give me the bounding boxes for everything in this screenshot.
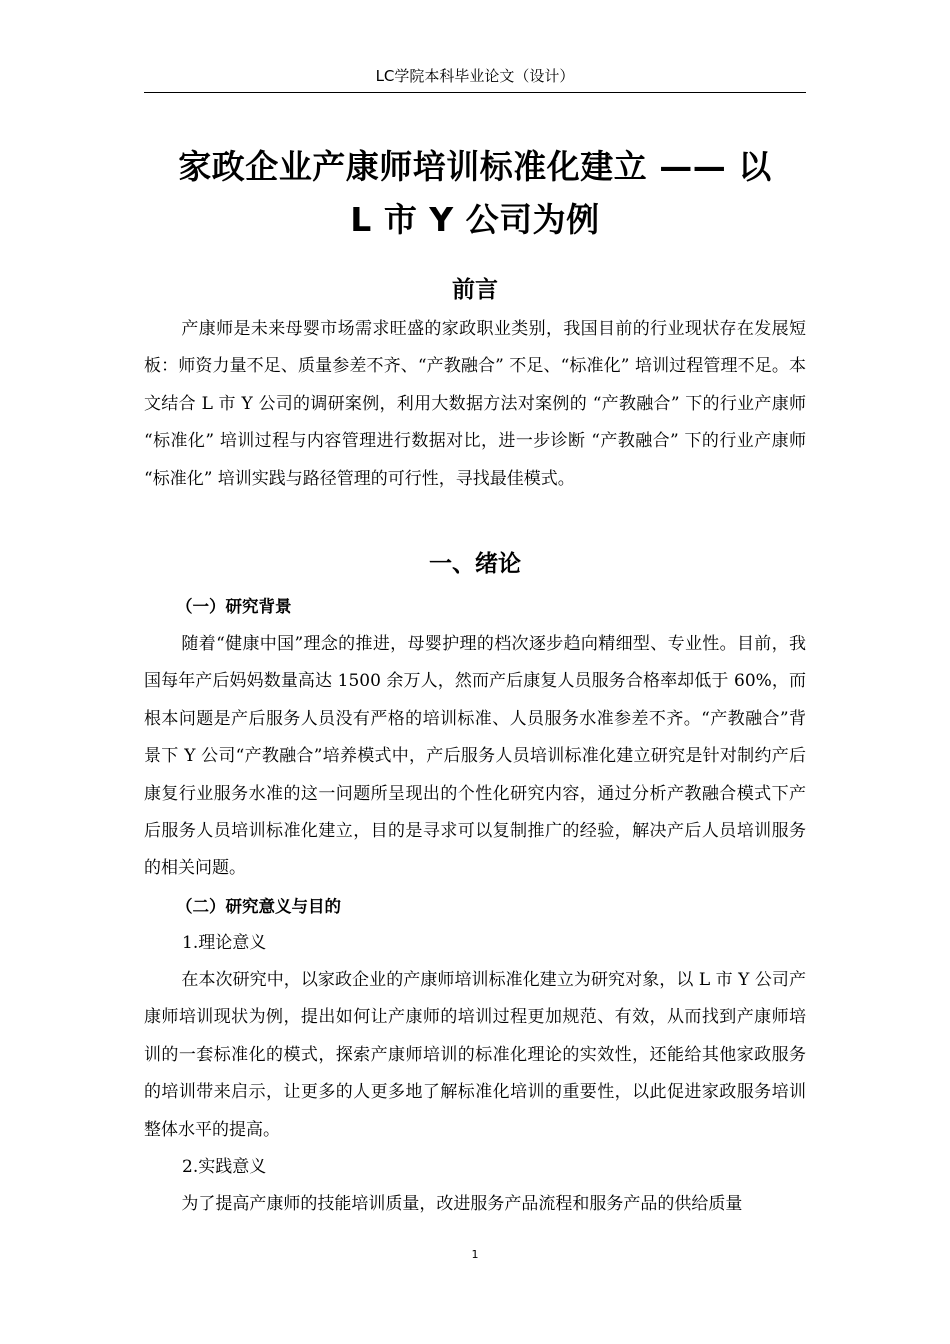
theory-paragraph: 在本次研究中，以家政企业的产康师培训标准化建立为研究对象，以 L 市 Y 公司产康师培训现状为例，提出如何让产康师的培训过程更加规范、有效，从而找到产康师培训的一套标准化的模式，探索产康师培训的标准化理论的实效性，还能给其他家政服务的培训带来启示，让更多的人更多地了解标准化培训的重要性，以此促进家政服务培训整体水平的提高。 [144,970,806,1140]
section-heading-background: （一）研究背景 [176,597,292,616]
header-divider [144,92,806,93]
running-header: LC学院本科毕业论文（设计） [375,67,575,85]
paper-title [144,140,806,246]
preface-paragraph: 产康师是未来母婴市场需求旺盛的家政职业类别，我国目前的行业现状存在发展短板：师资力量不足、质量参差不齐、“产教融合” 不足、“标准化” 培训过程管理不足。本文结合 L 市 Y 公司的调研案例，利用大数据方法对案例的 “产教融合” 下的行业产康师 “标准化” 培训过程与内容管理进行数据对比，进一步诊断 “产教融合” 下的行业产康师 “标准化” 培训实践与路径管理的可行性，寻找最佳模式。 [144,319,806,489]
title-line-1: 家政企业产康师培训标准化建立 —— 以 [178,147,772,186]
practice-paragraph: 为了提高产康师的技能培训质量，改进服务产品流程和服务产品的供给质量 [181,1194,743,1214]
item-practice-label: 2.实践意义 [182,1157,267,1177]
background-paragraph: 随着“健康中国”理念的推进，母婴护理的档次逐步趋向精细型、专业性。目前，我国每年产后妈妈数量高达 1500 余万人，然而产后康复人员服务合格率却低于 60%，而根本问题是产后服务人员没有严格的培训标准、人员服务水准参差不齐。“产教融合”背景下 Y 公司“产教融合”培养模式中，产后服务人员培训标准化建立研究是针对制约产后康复行业服务水准的这一问题所呈现出的个性化研究内容，通过分析产教融合模式下产后服务人员培训标准化建立，目的是寻求可以复制推广的经验，解决产后人员培训服务的相关问题。 [144,634,806,879]
item-theory-label: 1.理论意义 [182,933,267,953]
chapter-heading: 一、绪论 [429,551,521,577]
section-heading-significance: （二）研究意义与目的 [176,897,341,916]
preface-heading: 前言 [452,277,498,303]
page-number: 1 [471,1248,479,1261]
title-line-2: L 市 Y 公司为例 [350,200,600,239]
